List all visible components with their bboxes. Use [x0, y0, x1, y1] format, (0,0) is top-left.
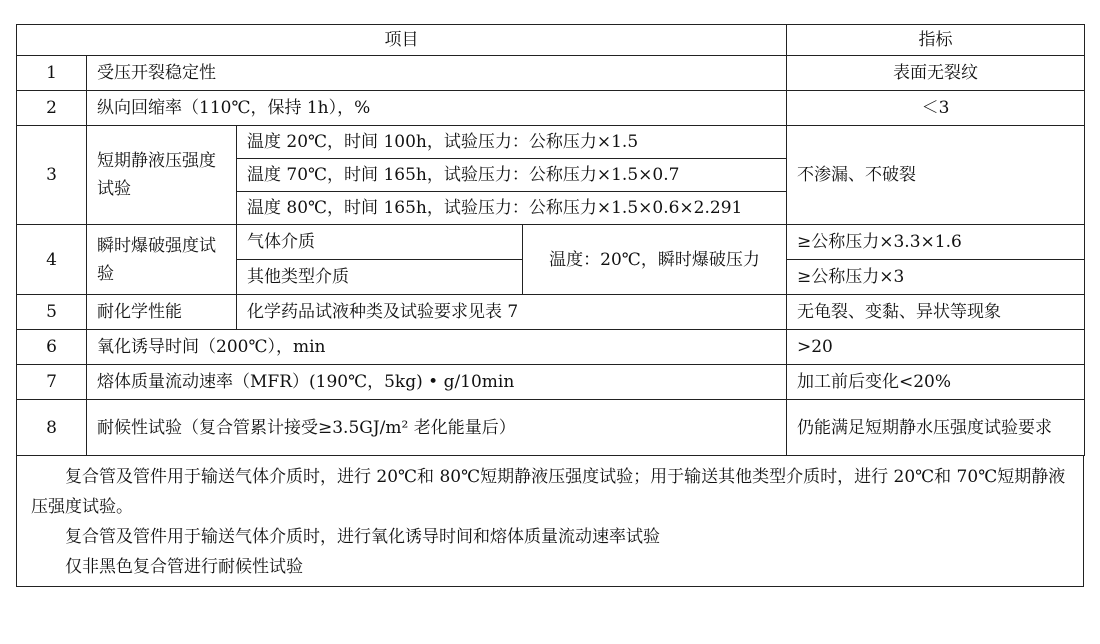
row-number: 2	[17, 91, 87, 126]
row-medium: 其他类型介质	[237, 260, 523, 295]
note-weathering: 仅非黑色复合管进行耐候性试验	[65, 557, 303, 577]
row-value: ＜3	[787, 91, 1085, 126]
row-number: 4	[17, 225, 87, 295]
row-number: 6	[17, 330, 87, 365]
row-value: ≥公称压力×3.3×1.6	[787, 225, 1085, 260]
table-row	[17, 126, 1085, 159]
table-row	[17, 91, 1085, 126]
header-indicator: 指标	[787, 25, 1085, 56]
row-condition: 温度 20℃，时间 100h，试验压力：公称压力×1.5	[237, 126, 787, 159]
row-condition: 温度：20℃，瞬时爆破压力	[523, 225, 787, 295]
row-item: 受压开裂稳定性	[87, 56, 787, 91]
row-value: ≥公称压力×3	[787, 260, 1085, 295]
row-number: 8	[17, 400, 87, 456]
row-value: >20	[787, 330, 1085, 365]
header-item: 项目	[17, 25, 787, 56]
note-gas-and-other-media: 复合管及管件用于输送气体介质时，进行 20℃和 80℃短期静液压强度试验；用于输送其他类型介质时，进行 20℃和 70℃短期静液压强度试验。	[31, 467, 1066, 517]
row-value: 不渗漏、不破裂	[787, 126, 1085, 225]
table-row	[17, 225, 1085, 260]
row-value: 无龟裂、变黏、异状等现象	[787, 295, 1085, 330]
requirements-table-sheet	[16, 24, 1084, 587]
note-gas-media-tests: 复合管及管件用于输送气体介质时，进行氧化诱导时间和熔体质量流动速率试验	[65, 527, 660, 547]
row-item: 熔体质量流动速率（MFR）(190℃，5kg) • g/10min	[87, 365, 787, 400]
row-medium: 气体介质	[237, 225, 523, 260]
table-header-row	[17, 25, 1085, 56]
row-item: 耐候性试验（复合管累计接受≥3.5GJ/m² 老化能量后）	[87, 400, 787, 456]
row-item: 瞬时爆破强度试验	[87, 225, 237, 295]
row-item: 纵向回缩率（110℃，保持 1h），%	[87, 91, 787, 126]
row-value: 仍能满足短期静水压强度试验要求	[787, 400, 1085, 456]
row-item: 耐化学性能	[87, 295, 237, 330]
row-value: 加工前后变化<20%	[787, 365, 1085, 400]
row-item: 短期静液压强度试验	[87, 126, 237, 225]
row-number: 7	[17, 365, 87, 400]
table-row	[17, 56, 1085, 91]
row-number: 5	[17, 295, 87, 330]
requirements-table	[16, 24, 1085, 456]
row-item: 氧化诱导时间（200℃），min	[87, 330, 787, 365]
table-row	[17, 400, 1085, 456]
row-condition: 化学药品试液种类及试验要求见表 7	[237, 295, 787, 330]
table-notes	[16, 456, 1084, 587]
table-row	[17, 295, 1085, 330]
row-number: 3	[17, 126, 87, 225]
row-value: 表面无裂纹	[787, 56, 1085, 91]
row-condition: 温度 80℃，时间 165h，试验压力：公称压力×1.5×0.6×2.291	[237, 192, 787, 225]
table-row	[17, 365, 1085, 400]
table-row	[17, 330, 1085, 365]
row-number: 1	[17, 56, 87, 91]
row-condition: 温度 70℃，时间 165h，试验压力：公称压力×1.5×0.7	[237, 159, 787, 192]
